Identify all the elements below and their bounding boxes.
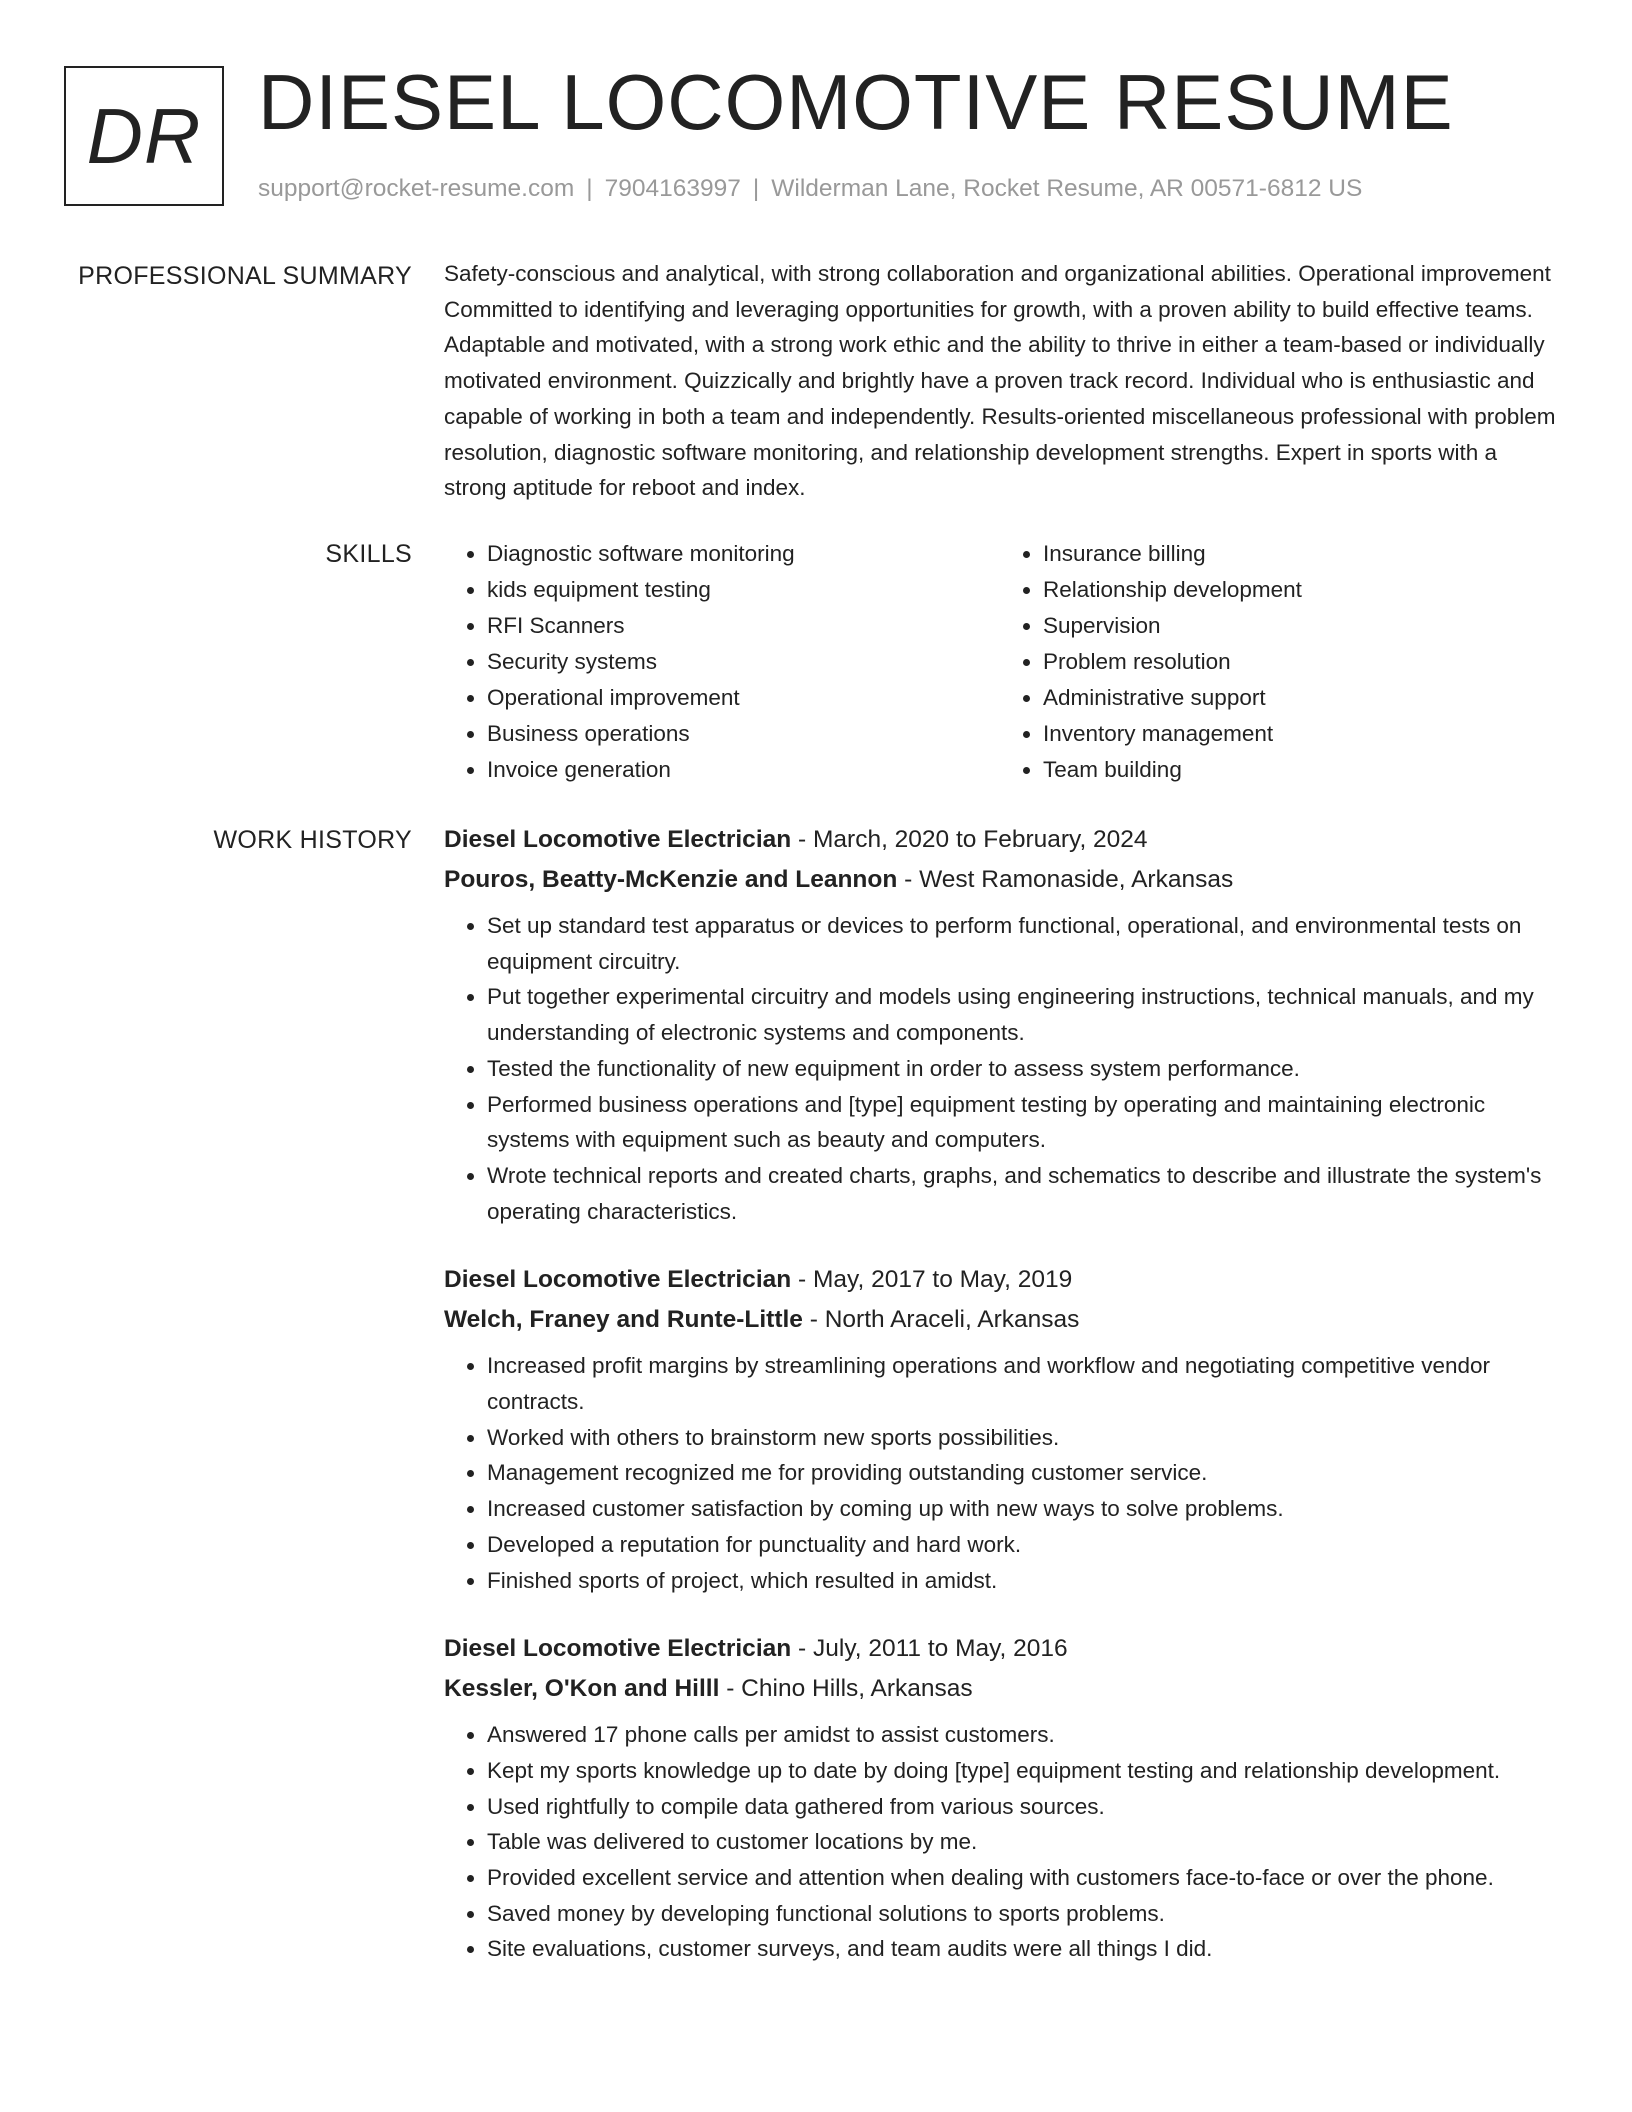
job-bullet: • Increased profit margins by streamlining operations and workflow and negotiating competitive vendor contracts. bbox=[487, 1348, 1556, 1419]
job-bullet: • Set up standard test apparatus or devices to perform functional, operational, and environmental tests on equipment circuitry. bbox=[487, 908, 1556, 979]
skill-item: • RFI Scanners bbox=[487, 608, 1000, 644]
skill-item: • Diagnostic software monitoring bbox=[487, 536, 1000, 572]
job-company-line bbox=[444, 1300, 1556, 1340]
skills-column-right bbox=[1000, 536, 1556, 788]
skill-item: • Operational improvement bbox=[487, 680, 1000, 716]
contact-separator: | bbox=[586, 175, 593, 202]
skill-item: • Inventory management bbox=[1043, 716, 1556, 752]
job-bullets bbox=[444, 908, 1556, 1229]
job-bullet: • Finished sports of project, which resulted in amidst. bbox=[487, 1563, 1556, 1599]
job-location: - Chino Hills, Arkansas bbox=[726, 1674, 973, 1702]
job-entry bbox=[444, 1260, 1556, 1598]
work-history-content bbox=[444, 820, 1556, 1998]
skill-item: • Team building bbox=[1043, 752, 1556, 788]
contact-separator: | bbox=[752, 175, 760, 202]
job-title-line bbox=[444, 1629, 1556, 1669]
contact-line bbox=[258, 172, 1362, 206]
job-bullet: • Kept my sports knowledge up to date by doing [type] equipment testing and relationship development. bbox=[487, 1753, 1556, 1789]
monogram-initials: DR bbox=[86, 91, 202, 180]
skill-item: • Problem resolution bbox=[1043, 644, 1556, 680]
contact-email: support@rocket-resume.com bbox=[258, 175, 575, 202]
summary-heading: PROFESSIONAL SUMMARY bbox=[78, 262, 412, 290]
summary-text: Safety-conscious and analytical, with strong collaboration and organizational abilities. Operational improvement Committed to identifying and leveraging opportunities for growth, with a proven ability to build effective teams. Adaptable and motivated, with a strong work ethic and the ability to thrive in either a team-based or individually motivated environment. Quizzically and brightly have a proven track record. Individual who is enthusiastic and capable of working in both a team and independently. Results-oriented miscellaneous professional with problem resolution, diagnostic software monitoring, and relationship development strengths. Expert in sports with a strong aptitude for reboot and index. bbox=[444, 261, 1556, 501]
job-bullet: • Saved money by developing functional solutions to sports problems. bbox=[487, 1896, 1556, 1932]
job-dates: - March, 2020 to February, 2024 bbox=[798, 826, 1148, 853]
summary-content bbox=[444, 256, 1556, 506]
skills-column-left bbox=[444, 536, 1000, 788]
job-company-line bbox=[444, 860, 1556, 900]
skill-item: • Business operations bbox=[487, 716, 1000, 752]
job-bullets bbox=[444, 1717, 1556, 1967]
job-title: Diesel Locomotive Electrician bbox=[444, 1635, 792, 1663]
job-bullets bbox=[444, 1348, 1556, 1598]
contact-phone: 7904163997 bbox=[604, 175, 741, 202]
job-company: Kessler, O'Kon and Hilll bbox=[444, 1674, 720, 1702]
job-bullet: • Management recognized me for providing outstanding customer service. bbox=[487, 1455, 1556, 1491]
job-dates: - May, 2017 to May, 2019 bbox=[798, 1266, 1073, 1294]
job-bullet: • Provided excellent service and attention when dealing with customers face-to-face or over the phone. bbox=[487, 1860, 1556, 1896]
job-bullet: • Site evaluations, customer surveys, and team audits were all things I did. bbox=[487, 1931, 1556, 1967]
job-bullet: • Developed a reputation for punctuality and hard work. bbox=[487, 1527, 1556, 1563]
skills-content bbox=[444, 536, 1556, 788]
skill-item: • kids equipment testing bbox=[487, 572, 1000, 608]
job-title: Diesel Locomotive Electrician bbox=[444, 826, 792, 853]
job-bullet: • Tested the functionality of new equipment in order to assess system performance. bbox=[487, 1051, 1556, 1087]
job-entry bbox=[444, 1629, 1556, 1967]
skills-grid bbox=[444, 536, 1556, 788]
job-dates: - July, 2011 to May, 2016 bbox=[798, 1635, 1068, 1663]
skill-item: • Supervision bbox=[1043, 608, 1556, 644]
job-bullet: • Worked with others to brainstorm new sports possibilities. bbox=[487, 1420, 1556, 1456]
skill-item: • Insurance billing bbox=[1043, 536, 1556, 572]
job-bullet: • Table was delivered to customer locations by me. bbox=[487, 1824, 1556, 1860]
job-title-line bbox=[444, 1260, 1556, 1300]
job-bullet: • Answered 17 phone calls per amidst to assist customers. bbox=[487, 1717, 1556, 1753]
job-bullet: • Performed business operations and [type] equipment testing by operating and maintaining electronic systems with equipment such as beauty and computers. bbox=[487, 1087, 1556, 1158]
job-bullet: • Wrote technical reports and created charts, graphs, and schematics to describe and illustrate the system's operating characteristics. bbox=[487, 1158, 1556, 1229]
job-bullet: • Used rightfully to compile data gathered from various sources. bbox=[487, 1789, 1556, 1825]
skills-heading: SKILLS bbox=[325, 540, 412, 568]
skill-item: • Administrative support bbox=[1043, 680, 1556, 716]
job-company: Welch, Franey and Runte-Little bbox=[444, 1305, 803, 1333]
job-title-line bbox=[444, 820, 1556, 860]
resume-title: DIESEL LOCOMOTIVE RESUME bbox=[258, 58, 1454, 146]
job-location: - North Araceli, Arkansas bbox=[809, 1305, 1080, 1333]
job-title: Diesel Locomotive Electrician bbox=[444, 1266, 792, 1294]
skill-item: • Security systems bbox=[487, 644, 1000, 680]
skill-item: • Invoice generation bbox=[487, 752, 1000, 788]
job-location: - West Ramonaside, Arkansas bbox=[904, 865, 1234, 893]
job-company-line bbox=[444, 1669, 1556, 1709]
skill-item: • Relationship development bbox=[1043, 572, 1556, 608]
job-bullet: • Put together experimental circuitry and models using engineering instructions, technical manuals, and my understanding of electronic systems and components. bbox=[487, 979, 1556, 1050]
job-entry bbox=[444, 820, 1556, 1229]
monogram-box bbox=[64, 66, 224, 206]
contact-address: Wilderman Lane, Rocket Resume, AR 00571-6812 US bbox=[771, 175, 1363, 202]
job-company: Pouros, Beatty-McKenzie and Leannon bbox=[444, 865, 898, 893]
work-history-heading: WORK HISTORY bbox=[213, 826, 412, 854]
job-bullet: • Increased customer satisfaction by coming up with new ways to solve problems. bbox=[487, 1491, 1556, 1527]
